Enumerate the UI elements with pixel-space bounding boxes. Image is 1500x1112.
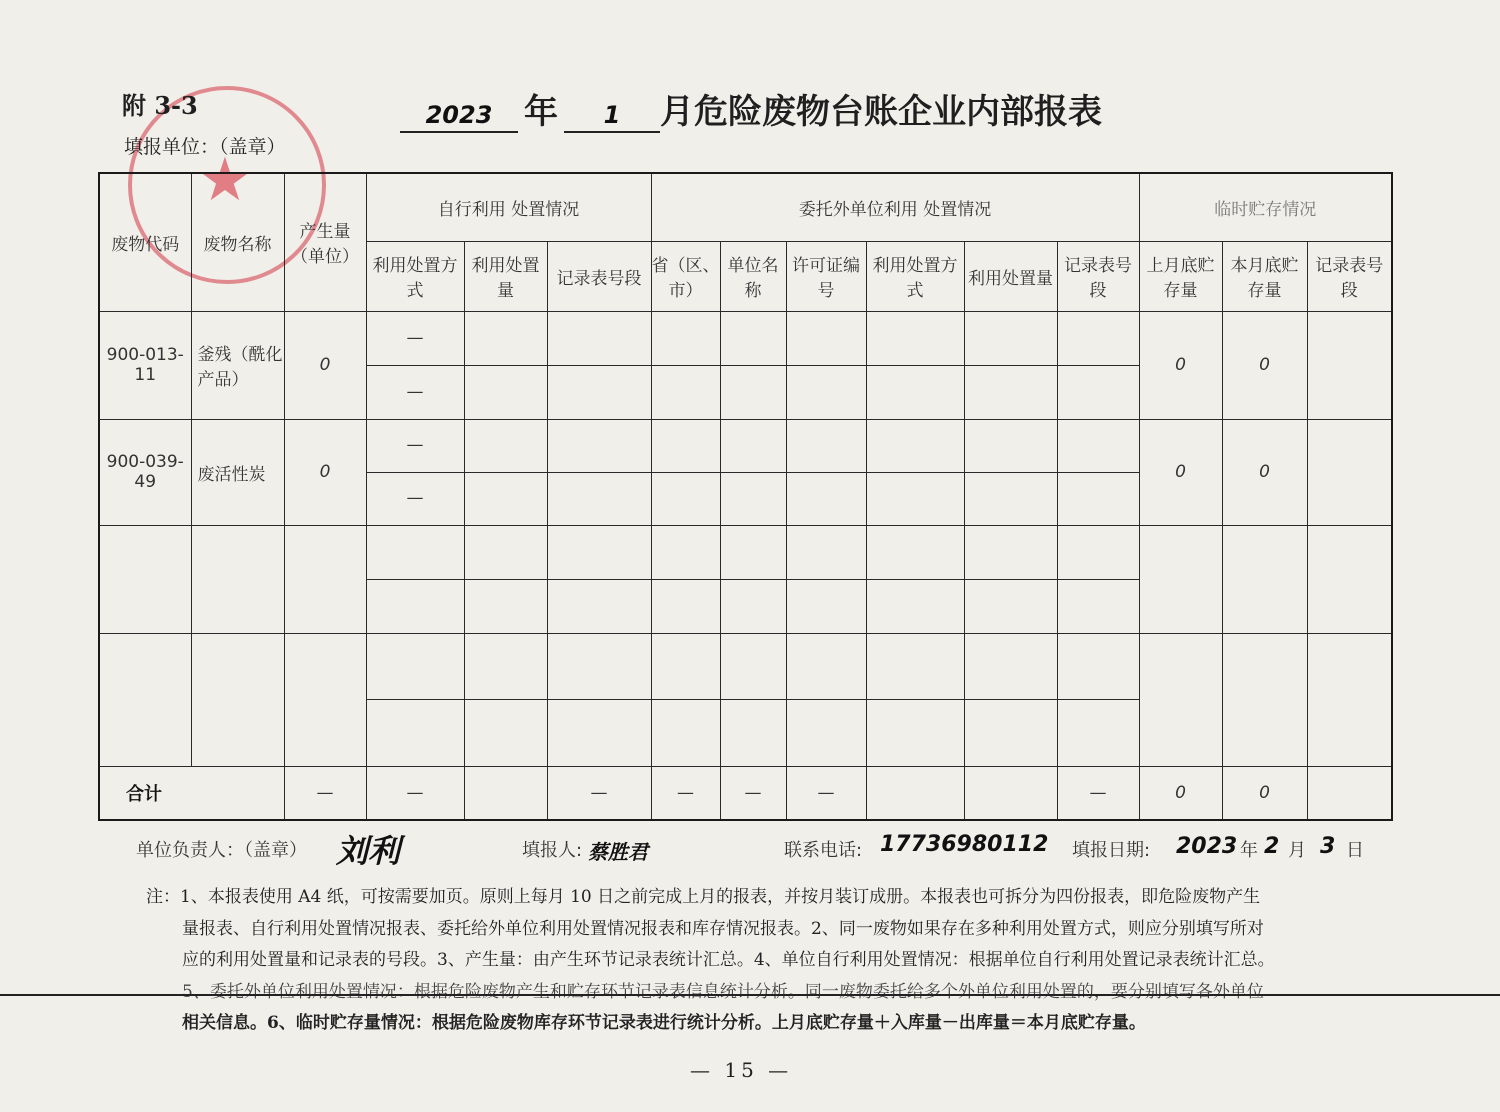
scan-line bbox=[0, 994, 1500, 996]
subheader: 利用处置方 式 bbox=[366, 241, 464, 311]
notes-line: 5、委托外单位利用处置情况：根据危险废物产生和贮存环节记录表信息统计分析。同一废物委托给多个外单位利用处置的，要分别填写各外单位 bbox=[182, 981, 1264, 1002]
header-group-storage: 临时贮存情况 bbox=[1139, 173, 1392, 241]
notes-line: 注：1、本报表使用 A4 纸，可按需要加页。原则上每月 10 日之前完成上月的报表，并按月装订成册。本报表也可拆分为四份报表，即危险废物产生 bbox=[146, 887, 1261, 907]
waste-code: 900-013-11 bbox=[99, 311, 191, 419]
date-label: 填报日期: bbox=[1072, 840, 1151, 861]
header-group-outside: 委托外单位利用 处置情况 bbox=[651, 173, 1139, 241]
header-waste-name: 废物名称 bbox=[191, 173, 284, 311]
last-month-storage: 0 bbox=[1139, 311, 1222, 419]
total-output: — bbox=[284, 766, 366, 820]
subheader: 许可证编号 bbox=[786, 241, 866, 311]
subheader: 利用处置量 bbox=[464, 241, 547, 311]
self-method: — bbox=[366, 365, 464, 419]
total-record: — bbox=[547, 766, 651, 820]
table-row bbox=[99, 311, 1392, 365]
waste-name: 釜残（酰化产品） bbox=[191, 311, 284, 419]
notes-line: 相关信息。6、临时贮存量情况：根据危险废物库存环节记录表进行统计分析。上月底贮存量＋入库量－出库量＝本月底贮存量。 bbox=[182, 1013, 1146, 1033]
notes-line: 量报表、自行利用处置情况报表、委托给外单位利用处置情况报表和库存情况报表。2、同一废物如果存在多种利用处置方式，则应分别填写所对 bbox=[182, 918, 1264, 939]
subheader: 利用处置方 式 bbox=[866, 241, 964, 311]
page-number: — 15 — bbox=[690, 1058, 793, 1082]
table-row-empty bbox=[99, 525, 1392, 579]
waste-name: 废活性炭 bbox=[191, 419, 284, 525]
total-province: — bbox=[651, 766, 720, 820]
phone-value: 17736980112 bbox=[880, 832, 1049, 857]
report-title bbox=[400, 84, 1102, 133]
output-value: 0 bbox=[284, 311, 366, 419]
title-year-suffix: 年 bbox=[524, 92, 558, 132]
responsible-signature: 刘利 bbox=[336, 832, 401, 870]
responsible-label: 单位负责人：（盖章） bbox=[136, 840, 307, 861]
total-unit-name: — bbox=[720, 766, 786, 820]
total-row bbox=[99, 766, 1392, 820]
filler-signature: 蔡胜君 bbox=[588, 840, 648, 864]
self-method: — bbox=[366, 419, 464, 472]
subheader: 本月底贮存量 bbox=[1222, 241, 1307, 311]
fill-unit-label: 填报单位：（盖章） bbox=[124, 136, 286, 158]
title-month-value: 1 bbox=[564, 101, 660, 133]
output-value: 0 bbox=[284, 419, 366, 525]
subheader: 记录表号段 bbox=[547, 241, 651, 311]
table-row bbox=[99, 419, 1392, 472]
subheader: 省（区、市） bbox=[651, 241, 720, 311]
total-record2: — bbox=[1057, 766, 1139, 820]
self-method: — bbox=[366, 311, 464, 365]
notes-block bbox=[146, 882, 1371, 1040]
self-method: — bbox=[366, 472, 464, 525]
total-last-month: 0 bbox=[1139, 766, 1222, 820]
filler-label: 填报人: bbox=[522, 840, 583, 861]
subheader: 上月底贮存量 bbox=[1139, 241, 1222, 311]
subheader: 记录表号 段 bbox=[1057, 241, 1139, 311]
header-group-self: 自行利用 处置情况 bbox=[366, 173, 651, 241]
this-month-storage: 0 bbox=[1222, 419, 1307, 525]
subheader: 利用处置量 bbox=[964, 241, 1057, 311]
date-year: 2023 bbox=[1176, 834, 1238, 859]
subheader: 单位名称 bbox=[720, 241, 786, 311]
date-day-unit: 日 bbox=[1346, 840, 1364, 861]
annex-label: 附 3-3 bbox=[122, 91, 198, 120]
table-row-empty bbox=[99, 633, 1392, 699]
header-waste-code: 废物代码 bbox=[99, 173, 191, 311]
seal-star-icon: ★ bbox=[198, 145, 252, 215]
total-this-month: 0 bbox=[1222, 766, 1307, 820]
title-year-value: 2023 bbox=[400, 101, 518, 133]
notes-line: 应的利用处置量和记录表的号段。3、产生量：由产生环节记录表统计汇总。4、单位自行利用处置情况：根据单位自行利用处置记录表统计汇总。 bbox=[182, 950, 1275, 970]
subheader: 记录表号段 bbox=[1307, 241, 1392, 311]
total-method: — bbox=[366, 766, 464, 820]
phone-label: 联系电话: bbox=[784, 840, 863, 861]
title-suffix: 月危险废物台账企业内部报表 bbox=[660, 92, 1102, 132]
total-label: 合计 bbox=[99, 766, 284, 820]
ledger-table bbox=[98, 172, 1393, 821]
this-month-storage: 0 bbox=[1222, 311, 1307, 419]
waste-code: 900-039-49 bbox=[99, 419, 191, 525]
header-output: 产生量（单位） bbox=[284, 173, 366, 311]
date-month-unit: 月 bbox=[1288, 840, 1306, 861]
date-day: 3 bbox=[1320, 834, 1336, 859]
date-month: 2 bbox=[1264, 834, 1280, 859]
last-month-storage: 0 bbox=[1139, 419, 1222, 525]
total-license: — bbox=[786, 766, 866, 820]
date-year-unit: 年 bbox=[1240, 840, 1258, 861]
